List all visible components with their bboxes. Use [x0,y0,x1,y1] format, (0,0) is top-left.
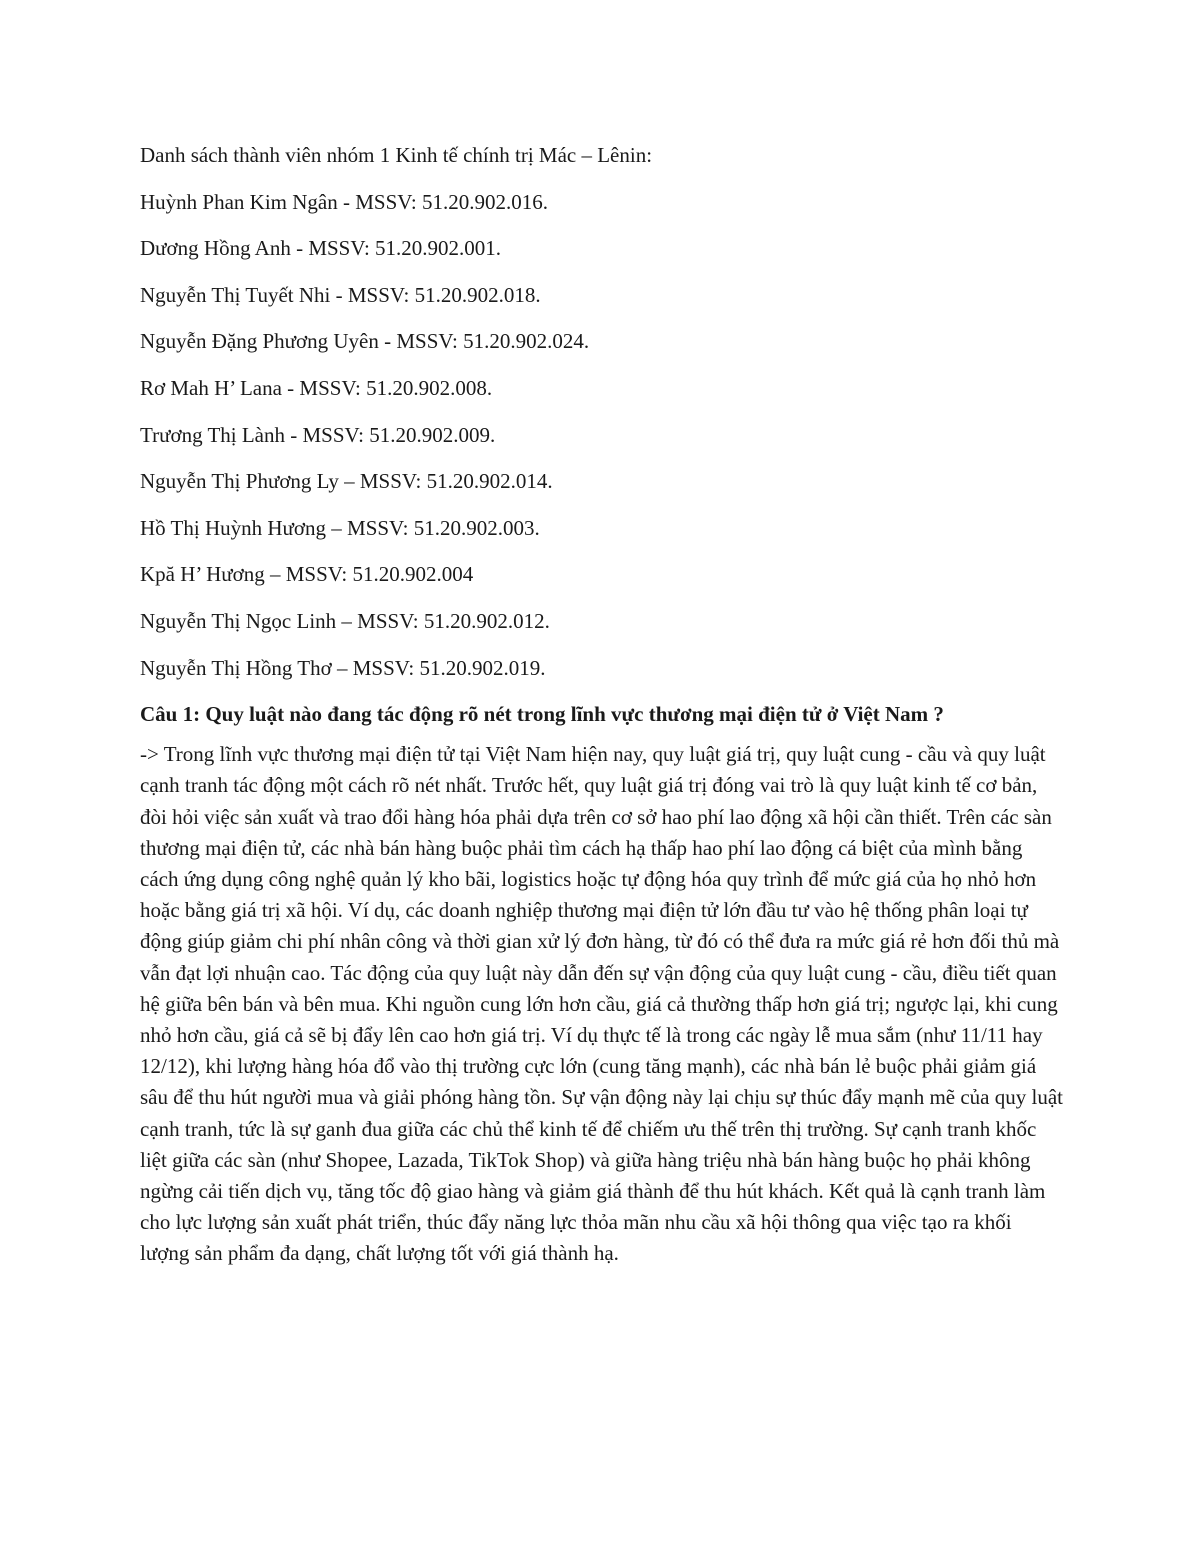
member-item: Nguyễn Thị Hồng Thơ – MSSV: 51.20.902.019. [140,655,546,680]
member-item: Nguyễn Thị Phương Ly – MSSV: 51.20.902.014. [140,469,553,494]
member-item: Dương Hồng Anh - MSSV: 51.20.902.001. [140,236,502,261]
member-item: Kpă H’ Hương – MSSV: 51.20.902.004 [140,562,474,587]
member-item: Huỳnh Phan Kim Ngân - MSSV: 51.20.902.016. [140,189,548,214]
question-heading: Câu 1: Quy luật nào đang tác động rõ nét trong lĩnh vực thương mại điện tử ở Việt Nam ? [140,702,944,727]
document-body [140,140,1065,1270]
member-item: Hồ Thị Huỳnh Hương – MSSV: 51.20.902.003. [140,515,540,540]
member-item: Nguyễn Thị Tuyết Nhi - MSSV: 51.20.902.018. [140,282,541,307]
member-item: Rơ Mah H’ Lana - MSSV: 51.20.902.008. [140,375,493,400]
member-item: Trương Thị Lành - MSSV: 51.20.902.009. [140,422,496,447]
member-list-heading: Danh sách thành viên nhóm 1 Kinh tế chính trị Mác – Lênin: [140,143,653,167]
answer-paragraph: -> Trong lĩnh vực thương mại điện tử tại Việt Nam hiện nay, quy luật giá trị, quy luật cung - cầu và quy luật cạnh tranh tác động một cách rõ nét nhất. Trước hết, quy luật giá trị đóng vai trò là quy luật kinh tế cơ bản, đòi hỏi việc sản xuất và trao đổi hàng hóa phải dựa trên cơ sở hao phí lao động xã hội cần thiết. Trên các sàn thương mại điện tử, các nhà bán hàng buộc phải tìm cách hạ thấp hao phí lao động cá biệt của mình bằng cách ứng dụng công nghệ quản lý kho bãi, logistics hoặc tự động hóa quy trình để mức giá của họ nhỏ hơn hoặc bằng giá trị xã hội. Ví dụ, các doanh nghiệp thương mại điện tử lớn đầu tư vào hệ thống phân loại tự động giúp giảm chi phí nhân công và thời gian xử lý đơn hàng, từ đó có thể đưa ra mức giá rẻ hơn đối thủ mà vẫn đạt lợi nhuận cao. Tác động của quy luật này dẫn đến sự vận động của quy luật cung - cầu, điều tiết quan hệ giữa bên bán và bên mua. Khi nguồn cung lớn hơn cầu, giá cả thường thấp hơn giá trị; ngược lại, khi cung nhỏ hơn cầu, giá cả sẽ bị đẩy lên cao hơn giá trị. Ví dụ thực tế là trong các ngày lễ mua sắm (như 11/11 hay 12/12), khi lượng hàng hóa đổ vào thị trường cực lớn (cung tăng mạnh), các nhà bán lẻ buộc phải giảm giá sâu để thu hút người mua và giải phóng hàng tồn. Sự vận động này lại chịu sự thúc đẩy mạnh mẽ của quy luật cạnh tranh, tức là sự ganh đua giữa các chủ thể kinh tế để chiếm ưu thế trên thị trường. Sự cạnh tranh khốc liệt giữa các sàn (như Shopee, Lazada, TikTok Shop) và giữa hàng triệu nhà bán hàng buộc họ phải không ngừng cải tiến dịch vụ, tăng tốc độ giao hàng và giảm giá thành để thu hút khách. Kết quả là cạnh tranh làm cho lực lượng sản xuất phát triển, thúc đẩy năng lực thỏa mãn nhu cầu xã hội thông qua việc tạo ra khối lượng sản phẩm đa dạng, chất lượng tốt với giá thành hạ. [140,742,1063,1266]
member-item: Nguyễn Thị Ngọc Linh – MSSV: 51.20.902.012. [140,608,550,633]
member-item: Nguyễn Đặng Phương Uyên - MSSV: 51.20.902.024. [140,329,590,354]
